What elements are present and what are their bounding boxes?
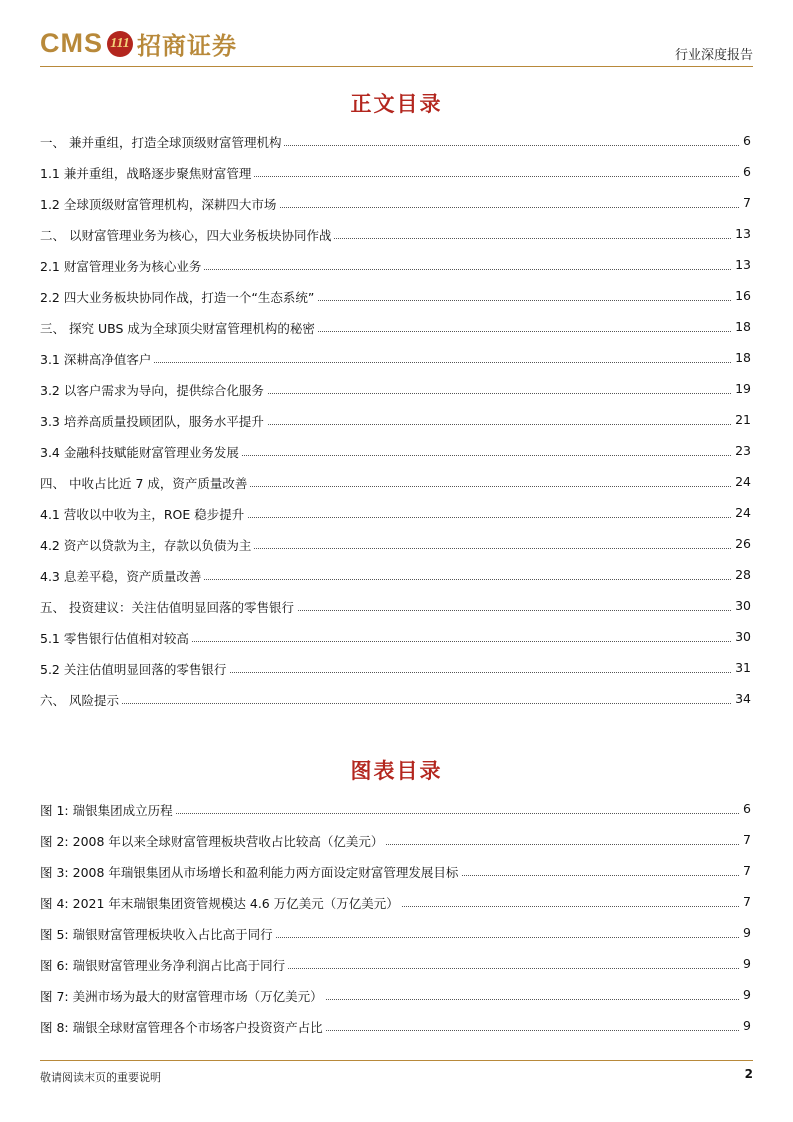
toc-title: 正文目录 bbox=[350, 91, 443, 116]
dot-leader bbox=[40, 703, 751, 704]
entry-title: 3.4 金融科技赋能财富管理业务发展 bbox=[40, 443, 242, 461]
entry-title: 1.2 全球顶级财富管理机构，深耕四大市场 bbox=[40, 195, 279, 213]
entry-title: 4.2 资产以贷款为主，存款以负债为主 bbox=[40, 536, 254, 554]
entry-page: 7 bbox=[740, 832, 751, 847]
toc-entry[interactable] bbox=[40, 919, 751, 950]
entry-page: 9 bbox=[740, 987, 751, 1002]
toc-entry[interactable] bbox=[40, 220, 751, 251]
entry-page: 24 bbox=[732, 505, 751, 520]
toc-entry[interactable] bbox=[40, 623, 751, 654]
entry-page: 9 bbox=[740, 925, 751, 940]
entry-page: 18 bbox=[732, 319, 751, 334]
toc-entry[interactable] bbox=[40, 158, 751, 189]
header-divider bbox=[40, 66, 753, 67]
toc-entry[interactable] bbox=[40, 468, 751, 499]
footer-note: 敬请阅读末页的重要说明 bbox=[40, 1071, 161, 1084]
entry-title: 3.2 以客户需求为导向，提供综合化服务 bbox=[40, 381, 267, 399]
entry-title: 4.1 营收以中收为主，ROE 稳步提升 bbox=[40, 505, 247, 523]
toc-entry[interactable] bbox=[40, 826, 751, 857]
toc-entry[interactable] bbox=[40, 950, 751, 981]
entry-title: 3.3 培养高质量投顾团队，服务水平提升 bbox=[40, 412, 267, 430]
company-logo bbox=[40, 26, 237, 61]
report-type: 行业深度报告 bbox=[674, 48, 753, 63]
entry-page: 9 bbox=[740, 1018, 751, 1033]
entry-title: 3.1 深耕高净值客户 bbox=[40, 350, 154, 368]
logo-chinese-text: 招商证券 bbox=[137, 31, 237, 60]
entry-page: 28 bbox=[732, 567, 751, 582]
toc-entry[interactable] bbox=[40, 795, 751, 826]
toc-entry[interactable] bbox=[40, 313, 751, 344]
entry-title: 1.1 兼并重组，战略逐步聚焦财富管理 bbox=[40, 164, 254, 182]
toc-entry[interactable] bbox=[40, 981, 751, 1012]
entry-page: 9 bbox=[740, 956, 751, 971]
entry-title: 5.1 零售银行估值相对较高 bbox=[40, 629, 192, 647]
toc-entry[interactable] bbox=[40, 857, 751, 888]
entry-title: 图 6: 瑞银财富管理业务净利润占比高于同行 bbox=[40, 956, 288, 974]
entry-page: 13 bbox=[732, 226, 751, 241]
entry-title: 二、 以财富管理业务为核心，四大业务板块协同作战 bbox=[40, 226, 334, 244]
entry-title: 六、 风险提示 bbox=[40, 691, 122, 709]
entry-page: 24 bbox=[732, 474, 751, 489]
entry-page: 16 bbox=[732, 288, 751, 303]
entry-page: 6 bbox=[740, 133, 751, 148]
toc-entry[interactable] bbox=[40, 375, 751, 406]
entry-page: 19 bbox=[732, 381, 751, 396]
toc-list bbox=[40, 127, 751, 716]
toc-entry[interactable] bbox=[40, 189, 751, 220]
logo-latin-text: CMS bbox=[40, 28, 103, 58]
toc-entry[interactable] bbox=[40, 282, 751, 313]
entry-title: 三、 探究 UBS 成为全球顶尖财富管理机构的秘密 bbox=[40, 319, 318, 337]
toc-entry[interactable] bbox=[40, 499, 751, 530]
entry-page: 13 bbox=[732, 257, 751, 272]
entry-page: 7 bbox=[740, 863, 751, 878]
entry-page: 6 bbox=[740, 164, 751, 179]
logo-badge-icon: 111 bbox=[107, 31, 133, 57]
entry-title: 4.3 息差平稳，资产质量改善 bbox=[40, 567, 204, 585]
entry-title: 五、 投资建议：关注估值明显回落的零售银行 bbox=[40, 598, 297, 616]
entry-page: 30 bbox=[732, 629, 751, 644]
entry-page: 18 bbox=[732, 350, 751, 365]
toc-entry[interactable] bbox=[40, 344, 751, 375]
entry-title: 一、 兼并重组，打造全球顶级财富管理机构 bbox=[40, 133, 284, 151]
entry-title: 2.1 财富管理业务为核心业务 bbox=[40, 257, 204, 275]
toc-entry[interactable] bbox=[40, 406, 751, 437]
figures-list bbox=[40, 795, 751, 1043]
entry-title: 图 2: 2008 年以来全球财富管理板块营收占比较高（亿美元） bbox=[40, 832, 386, 850]
entry-title: 四、 中收占比近 7 成，资产质量改善 bbox=[40, 474, 250, 492]
entry-page: 34 bbox=[732, 691, 751, 706]
entry-title: 图 1: 瑞银集团成立历程 bbox=[40, 801, 176, 819]
entry-title: 2.2 四大业务板块协同作战，打造一个“生态系统” bbox=[40, 288, 317, 306]
toc-entry[interactable] bbox=[40, 1012, 751, 1043]
entry-page: 30 bbox=[732, 598, 751, 613]
entry-title: 图 4: 2021 年末瑞银集团资管规模达 4.6 万亿美元（万亿美元） bbox=[40, 894, 402, 912]
page-header bbox=[0, 0, 793, 72]
toc-entry[interactable] bbox=[40, 592, 751, 623]
entry-title: 图 5: 瑞银财富管理板块收入占比高于同行 bbox=[40, 925, 276, 943]
entry-page: 7 bbox=[740, 894, 751, 909]
entry-title: 图 8: 瑞银全球财富管理各个市场客户投资资产占比 bbox=[40, 1018, 326, 1036]
toc-entry[interactable] bbox=[40, 530, 751, 561]
entry-page: 31 bbox=[732, 660, 751, 675]
toc-entry[interactable] bbox=[40, 251, 751, 282]
toc-entry[interactable] bbox=[40, 654, 751, 685]
toc-entry[interactable] bbox=[40, 685, 751, 716]
entry-page: 21 bbox=[732, 412, 751, 427]
entry-page: 26 bbox=[732, 536, 751, 551]
entry-page: 6 bbox=[740, 801, 751, 816]
entry-title: 5.2 关注估值明显回落的零售银行 bbox=[40, 660, 229, 678]
entry-page: 7 bbox=[740, 195, 751, 210]
figures-title: 图表目录 bbox=[350, 758, 443, 783]
entry-title: 图 7: 美洲市场为最大的财富管理市场（万亿美元） bbox=[40, 987, 326, 1005]
toc-entry[interactable] bbox=[40, 437, 751, 468]
entry-title: 图 3: 2008 年瑞银集团从市场增长和盈利能力两方面设定财富管理发展目标 bbox=[40, 863, 461, 881]
footer-divider bbox=[40, 1060, 753, 1061]
entry-page: 23 bbox=[732, 443, 751, 458]
page-number: 2 bbox=[744, 1067, 753, 1081]
toc-entry[interactable] bbox=[40, 888, 751, 919]
toc-entry[interactable] bbox=[40, 127, 751, 158]
toc-entry[interactable] bbox=[40, 561, 751, 592]
